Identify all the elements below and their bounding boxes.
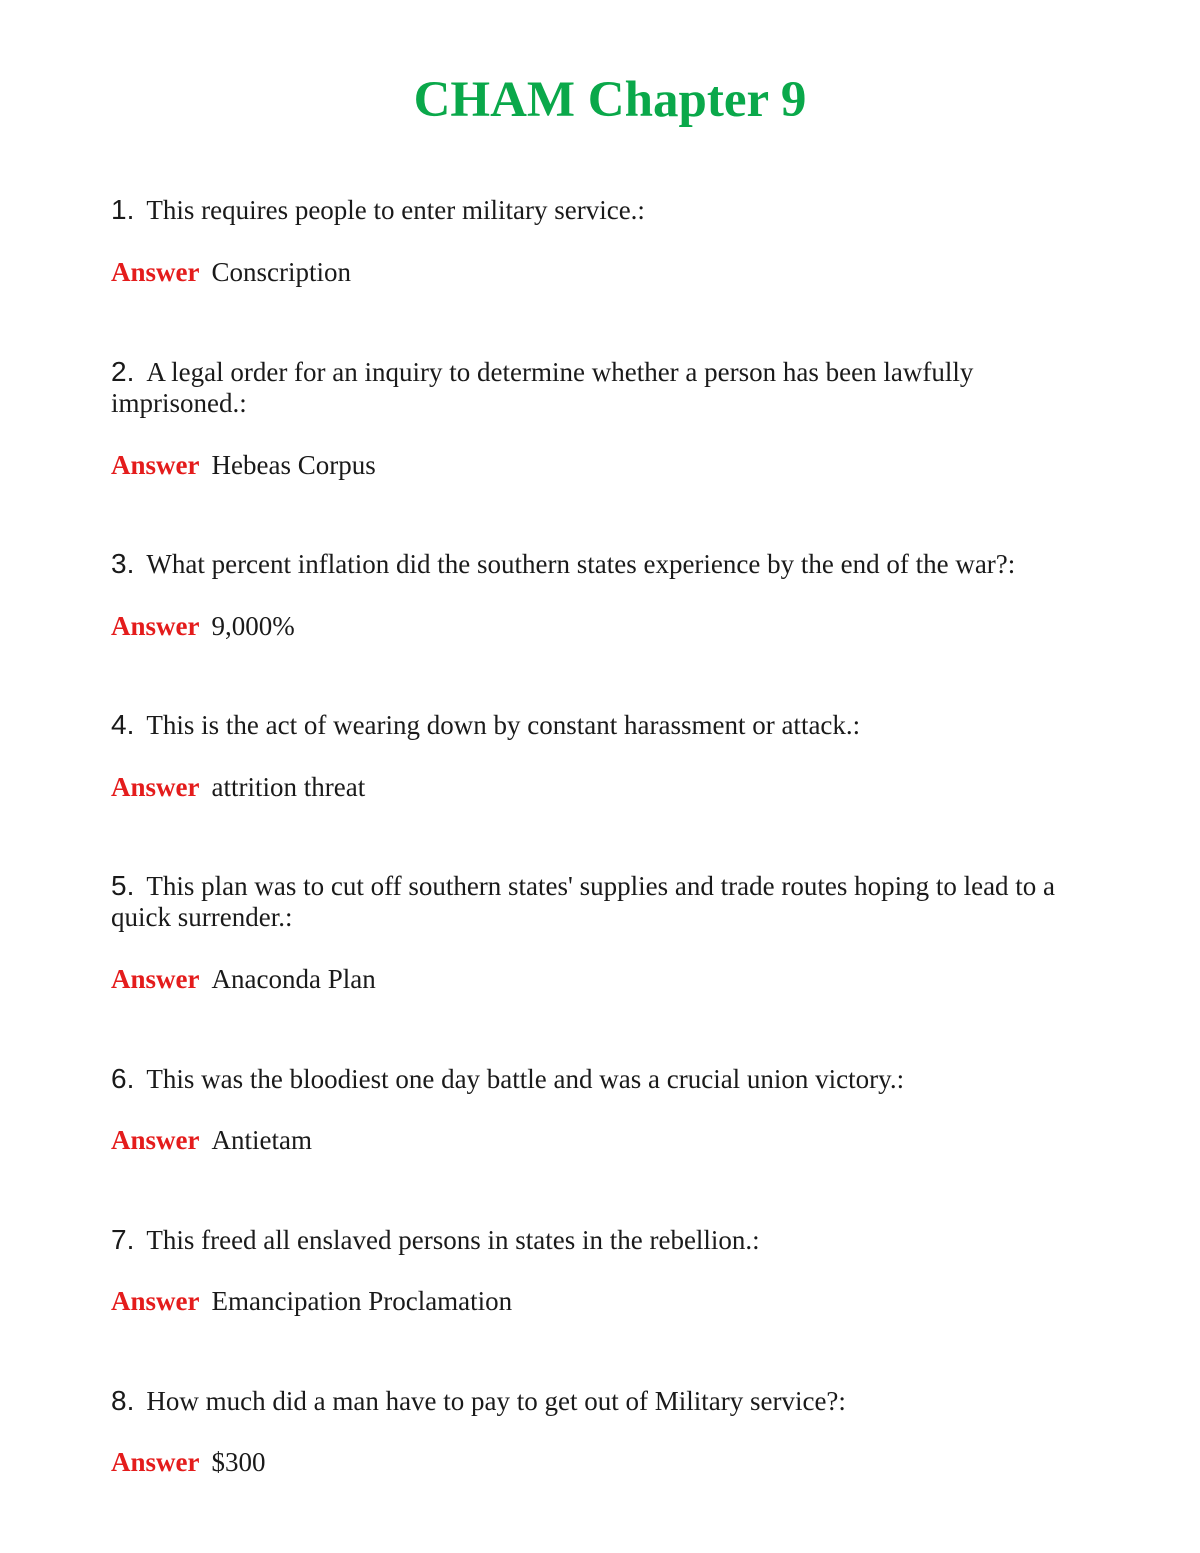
question-number: 1.: [111, 194, 135, 225]
answer-label: Answer: [111, 964, 200, 994]
question-text: A legal order for an inquiry to determine whether a person has been lawfully imprisoned.:: [111, 357, 974, 418]
answer-text: 9,000%: [211, 611, 295, 641]
answer-label: Answer: [111, 450, 200, 480]
qa-item-1: [111, 194, 1091, 287]
answer-text: Hebeas Corpus: [211, 450, 376, 480]
answer-label: Answer: [111, 1447, 200, 1477]
qa-item-5: [111, 870, 1091, 994]
answer-label: Answer: [111, 257, 200, 287]
question-3: [111, 548, 1091, 580]
question-text: How much did a man have to pay to get out of Military service?:: [146, 1386, 846, 1416]
answer-7: [111, 1286, 512, 1317]
question-number: 3.: [111, 548, 135, 579]
question-4: [111, 709, 1091, 741]
question-text: This requires people to enter military service.:: [146, 195, 645, 225]
qa-item-6: [111, 1063, 1091, 1155]
answer-3: [111, 611, 295, 642]
qa-item-2: [111, 356, 1091, 480]
question-number: 6.: [111, 1063, 135, 1094]
qa-item-3: [111, 548, 1091, 641]
answer-2: [111, 450, 376, 481]
qa-item-4: [111, 709, 1091, 802]
question-text: This plan was to cut off southern states' supplies and trade routes hoping to lead to a quick surrender.:: [111, 871, 1056, 932]
answer-4: [111, 772, 365, 803]
answer-6: [111, 1125, 312, 1156]
question-text: This was the bloodiest one day battle and was a crucial union victory.:: [146, 1064, 905, 1094]
answer-5: [111, 964, 376, 995]
answer-text: Emancipation Proclamation: [211, 1286, 513, 1316]
question-number: 4.: [111, 709, 135, 740]
question-5: [111, 870, 1091, 933]
qa-item-8: [111, 1385, 1091, 1477]
answer-label: Answer: [111, 611, 200, 641]
answer-text: Anaconda Plan: [211, 964, 376, 994]
question-text: This is the act of wearing down by constant harassment or attack.:: [146, 710, 861, 740]
question-text: This freed all enslaved persons in states in the rebellion.:: [146, 1225, 760, 1255]
question-number: 7.: [111, 1224, 135, 1255]
question-8: [111, 1385, 1091, 1417]
answer-8: [111, 1447, 266, 1478]
answer-label: Answer: [111, 1286, 200, 1316]
question-number: 8.: [111, 1385, 135, 1416]
question-2: [111, 356, 1091, 419]
page-title: CHAM Chapter 9: [413, 72, 807, 128]
question-text: What percent inflation did the southern states experience by the end of the war?:: [146, 549, 1016, 579]
qa-item-7: [111, 1224, 1091, 1316]
answer-text: Antietam: [211, 1125, 312, 1155]
question-number: 5.: [111, 870, 135, 901]
question-1: [111, 194, 1091, 226]
answer-text: Conscription: [211, 257, 351, 287]
answer-label: Answer: [111, 772, 200, 802]
answer-text: $300: [211, 1447, 266, 1477]
answer-text: attrition threat: [211, 772, 366, 802]
answer-1: [111, 257, 351, 288]
question-7: [111, 1224, 1091, 1256]
question-6: [111, 1063, 1091, 1095]
answer-label: Answer: [111, 1125, 200, 1155]
question-number: 2.: [111, 356, 135, 387]
